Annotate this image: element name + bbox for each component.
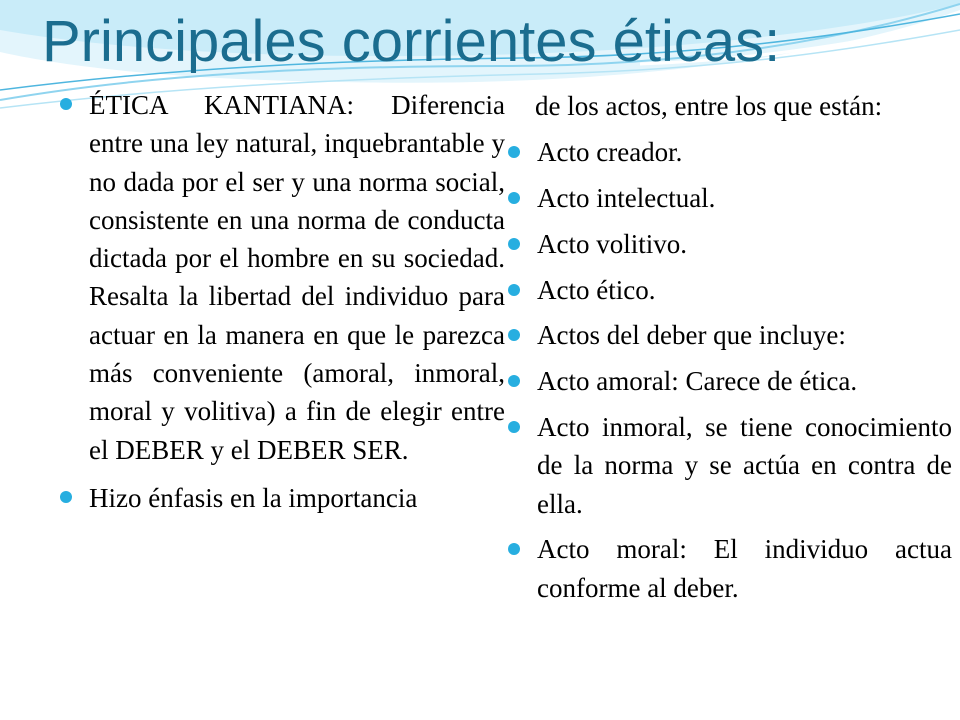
bullet-icon (508, 192, 520, 204)
list-item-text: Acto ético. (537, 274, 656, 305)
bullet-icon (508, 284, 520, 296)
list-item-text: Acto creador. (537, 137, 683, 168)
list-item-text: Acto moral: El individuo actua conforme al deber. (537, 534, 952, 603)
bullet-icon (508, 238, 520, 250)
list-item (508, 271, 952, 309)
bullet-icon (508, 421, 520, 433)
list-item (508, 133, 952, 171)
list-item-text: Acto amoral: Carece de ética. (537, 366, 858, 397)
list-item (508, 530, 952, 607)
slide-title: Principales corrientes éticas: (42, 9, 781, 74)
list-item (508, 179, 952, 217)
list-item (508, 408, 952, 523)
bullet-icon (508, 375, 520, 387)
list-item-text: Actos del deber que incluye: (537, 320, 846, 351)
list-item (508, 362, 952, 400)
list-item-text: Acto inmoral, se tiene conocimiento de la norma y se actúa en contra de ella. (537, 412, 952, 519)
list-item-text: Acto volitivo. (537, 228, 687, 259)
bullet-icon (508, 146, 520, 158)
list-item-text: ÉTICA KANTIANA: Diferencia entre una ley natural, inquebrantable y no dada por el ser y una norma social, consistente en una norma de conducta dictada por el hombre en su sociedad. Resalta la libertad del individuo para actuar en la manera en que le parezca más conveniente (amoral, inmoral, moral y volitiva) a fin de elegir entre el DEBER y el DEBER SER. (89, 90, 505, 465)
list-item (508, 225, 952, 263)
list-item-text: Acto intelectual. (537, 183, 716, 214)
bullet-icon (60, 491, 72, 503)
left-column (60, 86, 505, 527)
continuation-text: de los actos, entre los que están: (535, 91, 883, 121)
right-column (508, 87, 952, 615)
bullet-icon (508, 329, 520, 341)
list-item (60, 479, 505, 517)
list-item (508, 316, 952, 354)
list-item-text: Hizo énfasis en la importancia (89, 482, 418, 513)
list-item (60, 86, 505, 469)
bullet-icon (508, 543, 520, 555)
bullet-icon (60, 98, 72, 110)
